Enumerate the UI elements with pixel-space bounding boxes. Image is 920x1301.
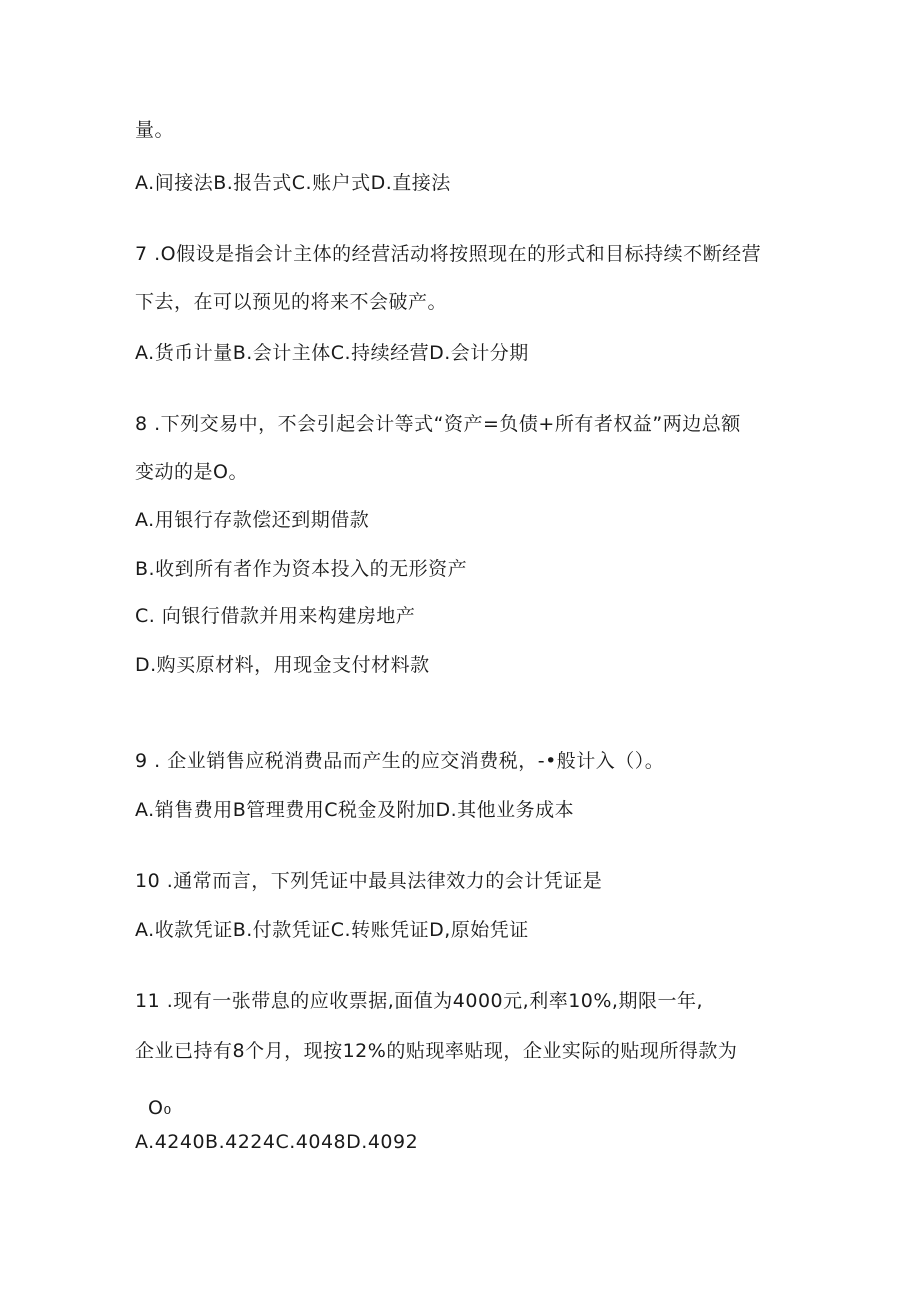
text-line: 量。 bbox=[135, 119, 175, 141]
text-line: 下去，在可以预见的将来不会破产。 bbox=[135, 291, 448, 313]
option-d: D.购买原材料，用现金支付材料款 bbox=[135, 654, 430, 676]
option-line: A.收款凭证B.付款凭证C.转账凭证D,原始凭证 bbox=[135, 919, 529, 941]
option-line: A.4240B.4224C.4048D.4092 bbox=[135, 1131, 419, 1153]
option-line: A.货币计量B.会计主体C.持续经营D.会计分期 bbox=[135, 342, 529, 364]
option-b: B.收到所有者作为资本投入的无形资产 bbox=[135, 558, 468, 580]
question-7: 7 .O假设是指会计主体的经营活动将按照现在的形式和目标持续不断经营 bbox=[135, 243, 762, 265]
option-line: A.销售费用B管理费用C税金及附加D.其他业务成本 bbox=[135, 799, 575, 821]
option-a: A.用银行存款偿还到期借款 bbox=[135, 509, 370, 531]
question-9: 9 . 企业销售应税消费品而产生的应交消费税，-•般计入（）。 bbox=[135, 750, 665, 772]
option-line: A.间接法B.报告式C.账户式D.直接法 bbox=[135, 172, 451, 194]
text-line: O₀ bbox=[148, 1097, 172, 1119]
option-c: C. 向银行借款并用来构建房地产 bbox=[135, 605, 416, 627]
text-line: 变动的是O。 bbox=[135, 461, 248, 483]
question-8: 8 .下列交易中，不会引起会计等式“资产=负债+所有者权益”两边总额 bbox=[135, 413, 741, 435]
question-10: 10 .通常而言，下列凭证中最具法律效力的会计凭证是 bbox=[135, 870, 603, 892]
question-11: 11 .现有一张带息的应收票据,面值为4000元,利率10%,期限一年, bbox=[135, 990, 703, 1012]
text-line: 企业已持有8个月，现按12%的贴现率贴现，企业实际的贴现所得款为 bbox=[135, 1040, 738, 1062]
